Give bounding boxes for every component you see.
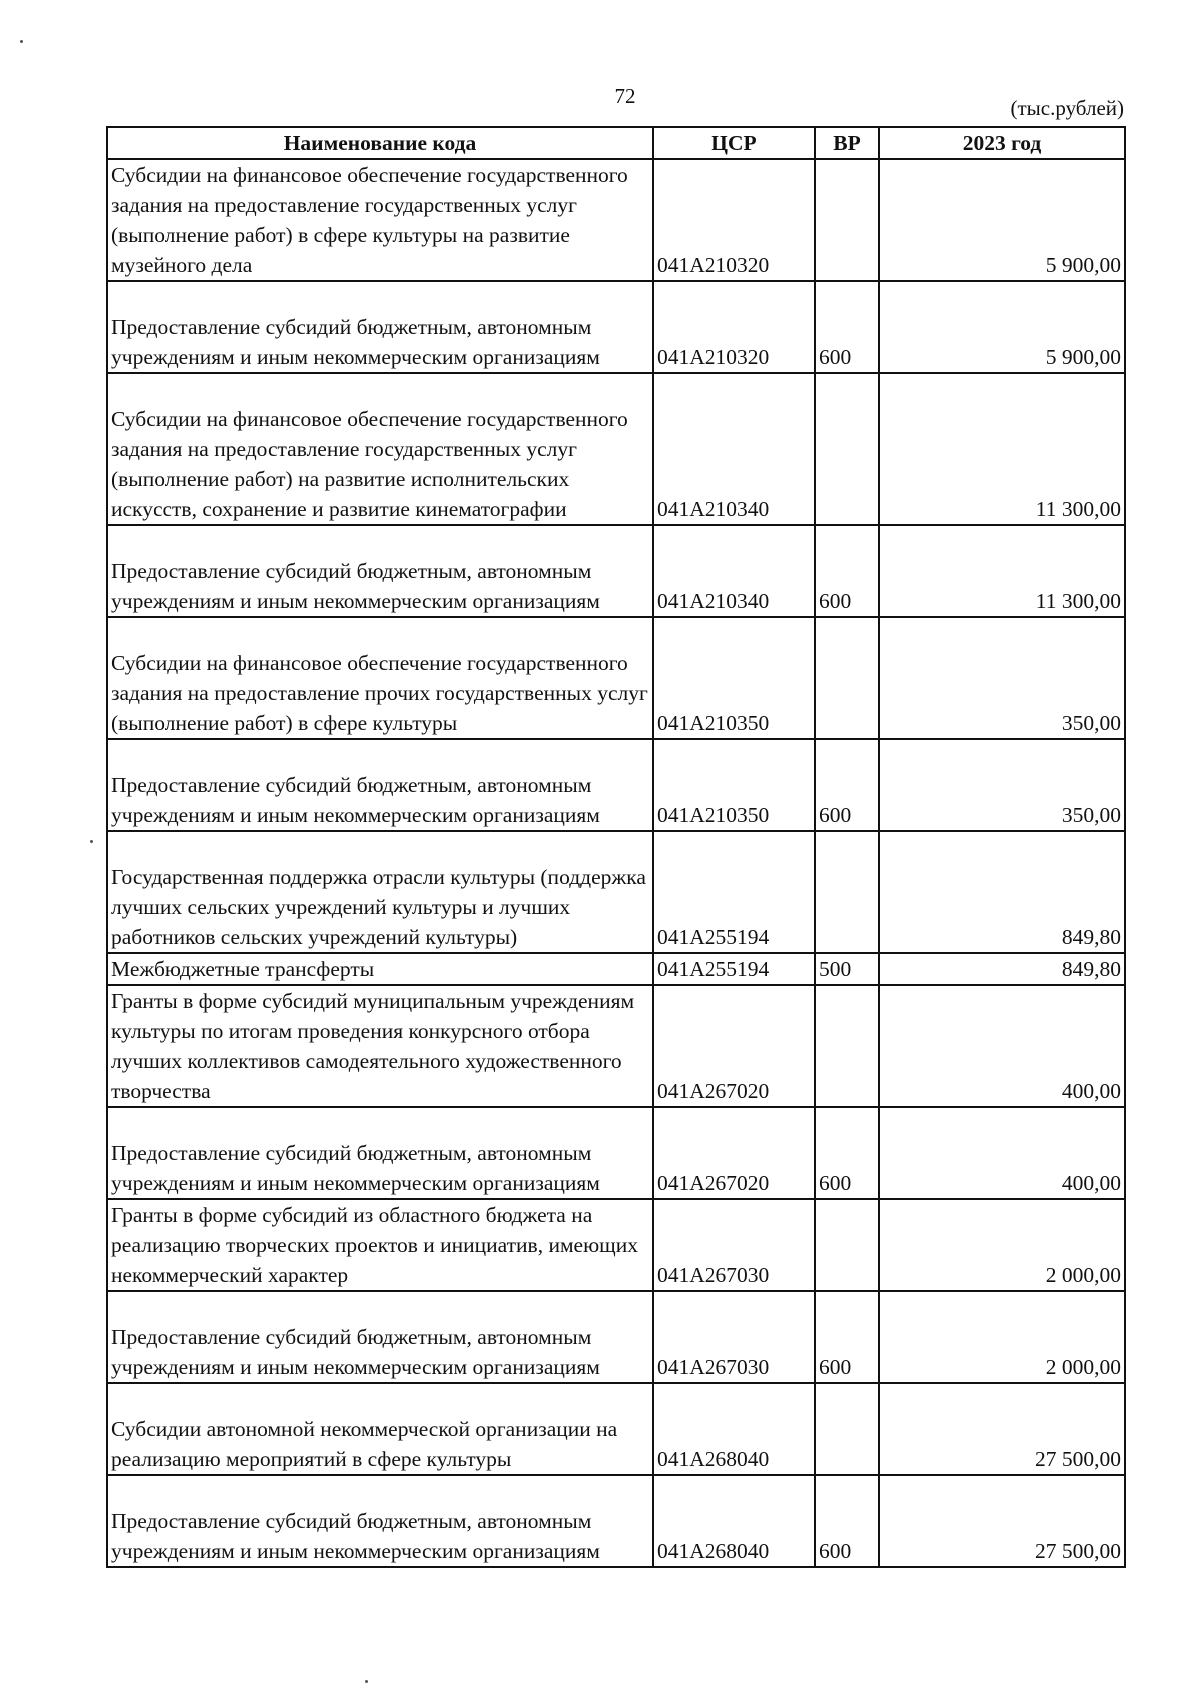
cell-sum: 849,80: [879, 831, 1125, 953]
cell-csr: 041А267030: [653, 1291, 815, 1383]
cell-vr: 600: [815, 739, 879, 831]
table-row: [107, 831, 1125, 953]
cell-name: Межбюджетные трансферты: [107, 953, 653, 985]
cell-vr: 600: [815, 281, 879, 373]
table-row: [107, 1291, 1125, 1383]
cell-sum: 5 900,00: [879, 159, 1125, 281]
cell-vr: [815, 1383, 879, 1475]
cell-vr: 600: [815, 1107, 879, 1199]
cell-name: Предоставление субсидий бюджетным, автономным учреждениям и иным некоммерческим организациям: [107, 281, 653, 373]
cell-csr: 041А210320: [653, 281, 815, 373]
cell-name: Гранты в форме субсидий муниципальным учреждениям культуры по итогам проведения конкурсного отбора лучших коллективов самодеятельного художественного творчества: [107, 985, 653, 1107]
cell-name: Предоставление субсидий бюджетным, автономным учреждениям и иным некоммерческим организациям: [107, 1475, 653, 1567]
header-csr: ЦСР: [653, 127, 815, 159]
table-row: [107, 525, 1125, 617]
table-row: [107, 1107, 1125, 1199]
budget-table: [106, 126, 1126, 1568]
header-vr: ВР: [815, 127, 879, 159]
cell-name: Субсидии на финансовое обеспечение государственного задания на предоставление государственных услуг (выполнение работ) на развитие исполнительских искусств, сохранение и развитие кинематографии: [107, 373, 653, 525]
cell-vr: [815, 617, 879, 739]
cell-sum: 27 500,00: [879, 1383, 1125, 1475]
cell-sum: 400,00: [879, 1107, 1125, 1199]
table-row: [107, 159, 1125, 281]
cell-sum: 2 000,00: [879, 1199, 1125, 1291]
cell-csr: 041А210340: [653, 525, 815, 617]
cell-vr: [815, 1199, 879, 1291]
cell-vr: [815, 985, 879, 1107]
cell-vr: [815, 373, 879, 525]
cell-vr: 600: [815, 525, 879, 617]
cell-name: Субсидии автономной некоммерческой организации на реализацию мероприятий в сфере культуры: [107, 1383, 653, 1475]
cell-vr: [815, 831, 879, 953]
cell-sum: 849,80: [879, 953, 1125, 985]
cell-name: Государственная поддержка отрасли культуры (поддержка лучших сельских учреждений культуры и лучших работников сельских учреждений культуры): [107, 831, 653, 953]
cell-csr: 041А268040: [653, 1383, 815, 1475]
cell-csr: 041А268040: [653, 1475, 815, 1567]
cell-csr: 041А210350: [653, 739, 815, 831]
cell-csr: 041А210350: [653, 617, 815, 739]
table-row: [107, 739, 1125, 831]
cell-sum: 11 300,00: [879, 373, 1125, 525]
cell-vr: [815, 159, 879, 281]
cell-sum: 27 500,00: [879, 1475, 1125, 1567]
cell-vr: 500: [815, 953, 879, 985]
cell-name: Предоставление субсидий бюджетным, автономным учреждениям и иным некоммерческим организациям: [107, 739, 653, 831]
cell-csr: 041А267020: [653, 985, 815, 1107]
cell-csr: 041А210320: [653, 159, 815, 281]
page-number: 72: [614, 84, 636, 108]
cell-name: Гранты в форме субсидий из областного бюджета на реализацию творческих проектов и инициатив, имеющих некоммерческий характер: [107, 1199, 653, 1291]
cell-sum: 350,00: [879, 617, 1125, 739]
table-header-row: [107, 127, 1125, 159]
cell-vr: 600: [815, 1475, 879, 1567]
cell-csr: 041А255194: [653, 831, 815, 953]
cell-name: Предоставление субсидий бюджетным, автономным учреждениям и иным некоммерческим организациям: [107, 525, 653, 617]
table-row: [107, 1383, 1125, 1475]
cell-name: Субсидии на финансовое обеспечение государственного задания на предоставление прочих государственных услуг (выполнение работ) в сфере культуры: [107, 617, 653, 739]
cell-csr: 041А210340: [653, 373, 815, 525]
table-row: [107, 373, 1125, 525]
cell-sum: 2 000,00: [879, 1291, 1125, 1383]
scan-speck: [90, 840, 93, 843]
cell-name: Субсидии на финансовое обеспечение государственного задания на предоставление государственных услуг (выполнение работ) в сфере культуры на развитие музейного дела: [107, 159, 653, 281]
cell-vr: 600: [815, 1291, 879, 1383]
cell-csr: 041А267030: [653, 1199, 815, 1291]
table-row: [107, 1199, 1125, 1291]
scan-speck: [20, 40, 23, 43]
table-row: [107, 985, 1125, 1107]
cell-sum: 350,00: [879, 739, 1125, 831]
header-name: Наименование кода: [107, 127, 653, 159]
header-year: 2023 год: [879, 127, 1125, 159]
units-label: (тыс.рублей): [1010, 96, 1124, 120]
cell-name: Предоставление субсидий бюджетным, автономным учреждениям и иным некоммерческим организациям: [107, 1291, 653, 1383]
cell-sum: 11 300,00: [879, 525, 1125, 617]
table-row: [107, 281, 1125, 373]
cell-name: Предоставление субсидий бюджетным, автономным учреждениям и иным некоммерческим организациям: [107, 1107, 653, 1199]
cell-sum: 400,00: [879, 985, 1125, 1107]
cell-csr: 041А255194: [653, 953, 815, 985]
cell-sum: 5 900,00: [879, 281, 1125, 373]
table-row: [107, 953, 1125, 985]
table-row: [107, 1475, 1125, 1567]
cell-csr: 041А267020: [653, 1107, 815, 1199]
table-row: [107, 617, 1125, 739]
scan-speck: [365, 1680, 368, 1683]
